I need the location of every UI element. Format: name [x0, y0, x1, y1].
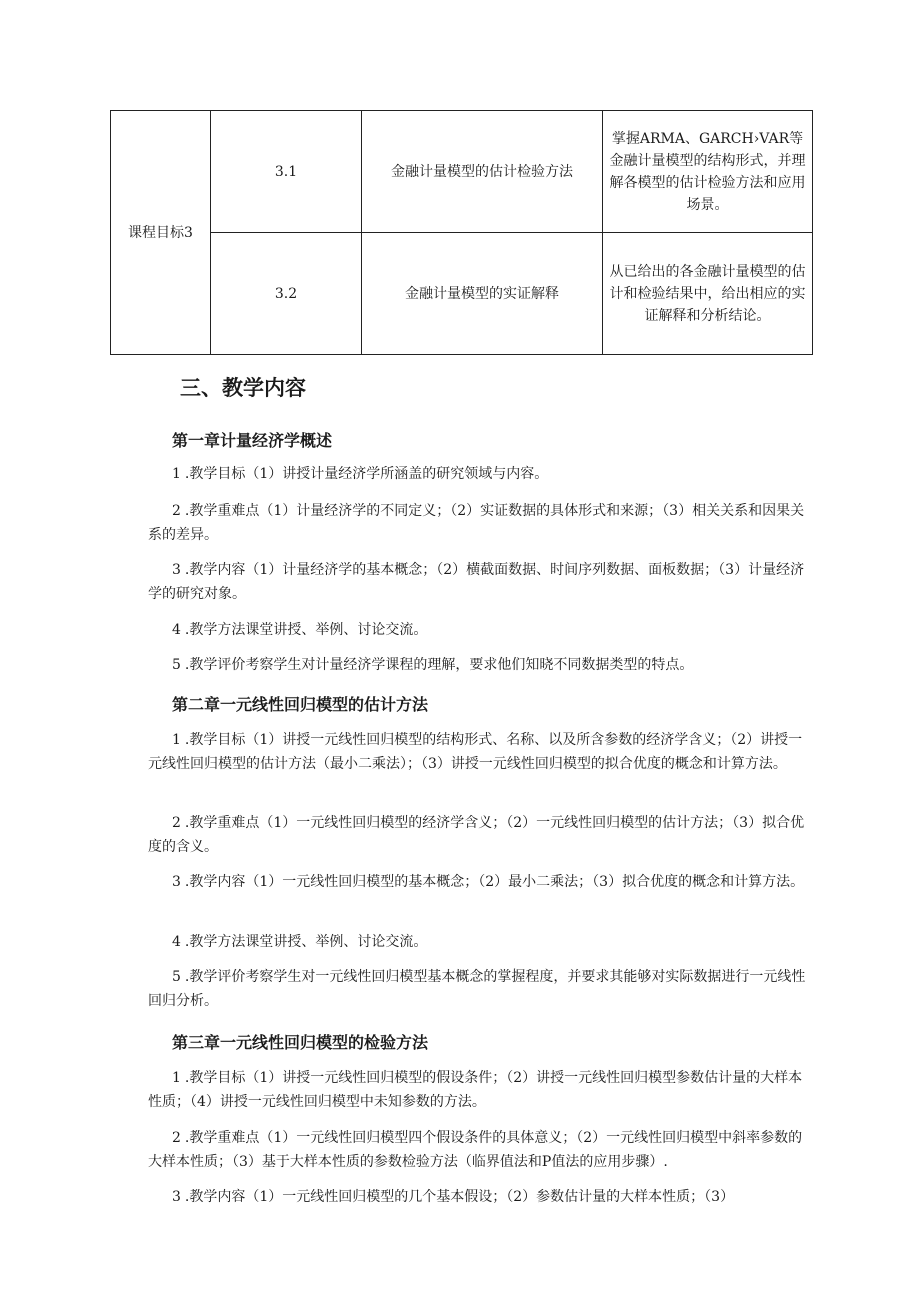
- paragraph: [148, 1185, 812, 1209]
- item-number: 3: [172, 874, 181, 890]
- item-number: 1: [172, 466, 181, 482]
- course-goal-cell: 课程目标3: [111, 111, 211, 355]
- paragraph: [148, 1066, 812, 1114]
- item-number: 2: [172, 1130, 181, 1146]
- paragraph-text: .教学方法课堂讲授、举例、讨论交流。: [184, 622, 428, 638]
- paragraph-text: .教学内容（1）一元线性回归模型的基本概念；（2）最小二乘法；（3）拟合优度的概念和计算方法。: [184, 874, 805, 890]
- paragraph: [148, 811, 812, 859]
- section-title: 三、教学内容: [180, 376, 306, 400]
- item-number: 5: [172, 657, 181, 673]
- item-cell: 金融计量模型的估计检验方法: [362, 111, 603, 233]
- item-number: 1: [172, 1070, 181, 1086]
- description-cell: 从已给出的各金融计量模型的估计和检验结果中，给出相应的实证解释和分析结论。: [603, 233, 813, 355]
- table-row: [111, 111, 813, 233]
- paragraph: [148, 653, 812, 677]
- paragraph-text: .教学重难点（1）一元线性回归模型四个假设条件的具体意义；（2）一元线性回归模型中斜率参数的大样本性质；（3）基于大样本性质的参数检验方法（临界值法和P值法的应用步骤）.: [148, 1130, 803, 1170]
- paragraph-text: .教学内容（1）计量经济学的基本概念；（2）横截面数据、时间序列数据、面板数据；（3）计量经济学的研究对象。: [148, 562, 805, 602]
- item-number: 5: [172, 969, 181, 985]
- code-cell: 3.2: [211, 233, 362, 355]
- paragraph: [148, 462, 812, 486]
- paragraph: [148, 618, 812, 642]
- paragraph-text: .教学重难点（1）一元线性回归模型的经济学含义；（2）一元线性回归模型的估计方法；（3）拟合优度的含义。: [148, 815, 805, 855]
- paragraph-text: .教学重难点（1）计量经济学的不同定义；（2）实证数据的具体形式和来源；（3）相关关系和因果关系的差异。: [148, 503, 805, 543]
- paragraph: [148, 965, 812, 1013]
- item-number: 1: [172, 732, 181, 748]
- item-number: 4: [172, 622, 181, 638]
- table-row: [111, 233, 813, 355]
- code-cell: 3.1: [211, 111, 362, 233]
- paragraph: [148, 870, 812, 894]
- paragraph-text: .教学方法课堂讲授、举例、讨论交流。: [184, 934, 428, 950]
- paragraph: [148, 728, 812, 776]
- course-objective-table: [110, 110, 813, 355]
- item-number: 3: [172, 562, 181, 578]
- chapter-title: 第三章一元线性回归模型的检验方法: [172, 1033, 429, 1052]
- item-number: 4: [172, 934, 181, 950]
- description-cell: 掌握ARMA、GARCH›VAR等金融计量模型的结构形式，并理解各模型的估计检验方法和应用场景。: [603, 111, 813, 233]
- item-number: 2: [172, 815, 181, 831]
- paragraph-text: .教学内容（1）一元线性回归模型的几个基本假设；（2）参数估计量的大样本性质；（3）: [184, 1189, 735, 1205]
- item-number: 3: [172, 1189, 181, 1205]
- paragraph-text: .教学目标（1）讲授计量经济学所涵盖的研究领域与内容。: [184, 466, 549, 482]
- chapter-title: 第二章一元线性回归模型的估计方法: [172, 695, 429, 714]
- chapter-title: 第一章计量经济学概述: [172, 431, 333, 450]
- paragraph-text: .教学目标（1）讲授一元线性回归模型的结构形式、名称、以及所含参数的经济学含义；（2）讲授一元线性回归模型的估计方法（最小二乘法）；（3）讲授一元线性回归模型的拟合优度的概念和计算方法。: [148, 732, 803, 772]
- paragraph: [148, 499, 812, 547]
- paragraph-text: .教学评价考察学生对一元线性回归模型基本概念的掌握程度，并要求其能够对实际数据进行一元线性回归分析。: [148, 969, 806, 1009]
- item-number: 2: [172, 503, 181, 519]
- paragraph: [148, 930, 812, 954]
- paragraph-text: .教学目标（1）讲授一元线性回归模型的假设条件；（2）讲授一元线性回归模型参数估计量的大样本性质；（4）讲授一元线性回归模型中未知参数的方法。: [148, 1070, 803, 1110]
- paragraph-text: .教学评价考察学生对计量经济学课程的理解，要求他们知晓不同数据类型的特点。: [184, 657, 694, 673]
- item-cell: 金融计量模型的实证解释: [362, 233, 603, 355]
- paragraph: [148, 1126, 812, 1174]
- paragraph: [148, 558, 812, 606]
